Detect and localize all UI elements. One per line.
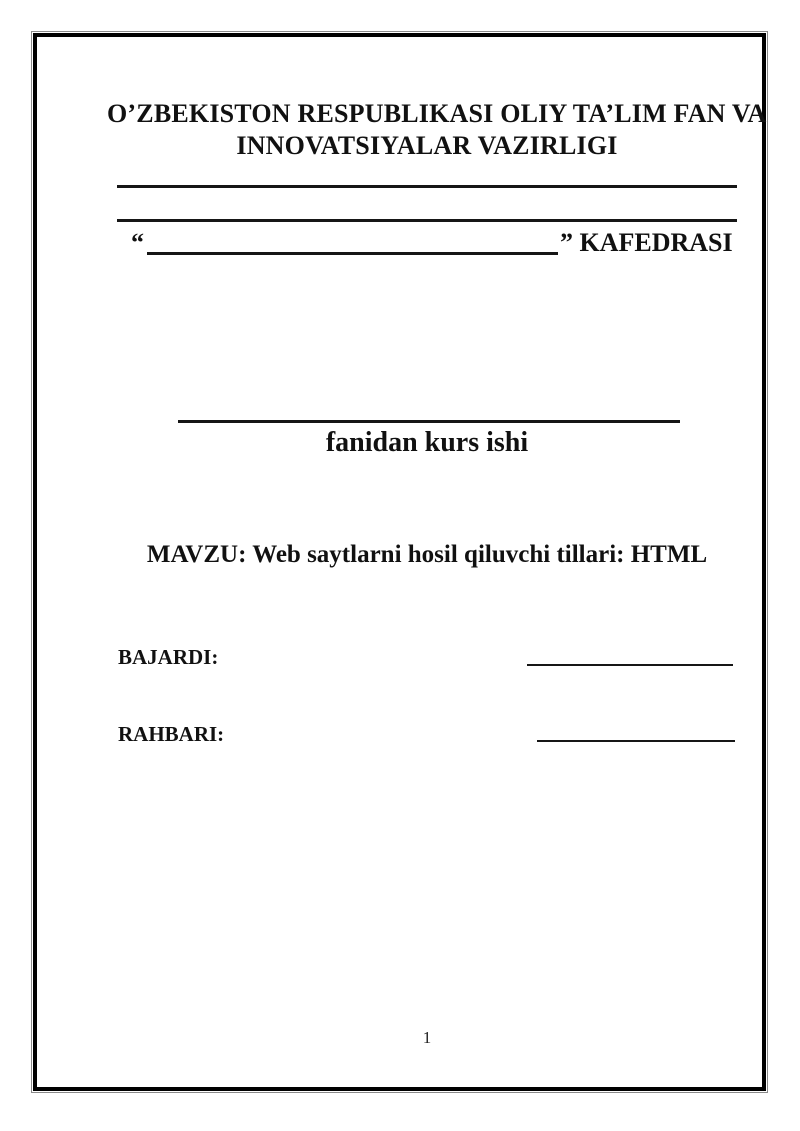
blank-rule-1 [117,185,737,188]
page-number: 1 [422,1028,432,1047]
kafedra-label: ” KAFEDRASI [560,228,733,257]
topic-line: MAVZU: Web saytlarni hosil qiluvchi tillari: HTML [146,541,708,568]
kafedra-opening-quote: “ [131,228,144,257]
rahbari-blank-line [537,740,735,742]
bajardi-blank-line [527,664,733,666]
ministry-title [107,98,767,162]
ministry-title-line-2: INNOVATSIYALAR VAZIRLIGI [236,131,618,160]
ministry-title-line-1: O’ZBEKISTON RESPUBLIKASI OLIY TA’LIM FAN VA [107,99,767,128]
bajardi-label: BAJARDI: [118,645,219,669]
rahbari-label: RAHBARI: [118,722,225,746]
blank-rule-2 [117,219,737,222]
subject-blank-line [178,420,680,423]
kafedra-blank-line [147,252,558,255]
course-work-label: fanidan kurs ishi [325,427,529,458]
